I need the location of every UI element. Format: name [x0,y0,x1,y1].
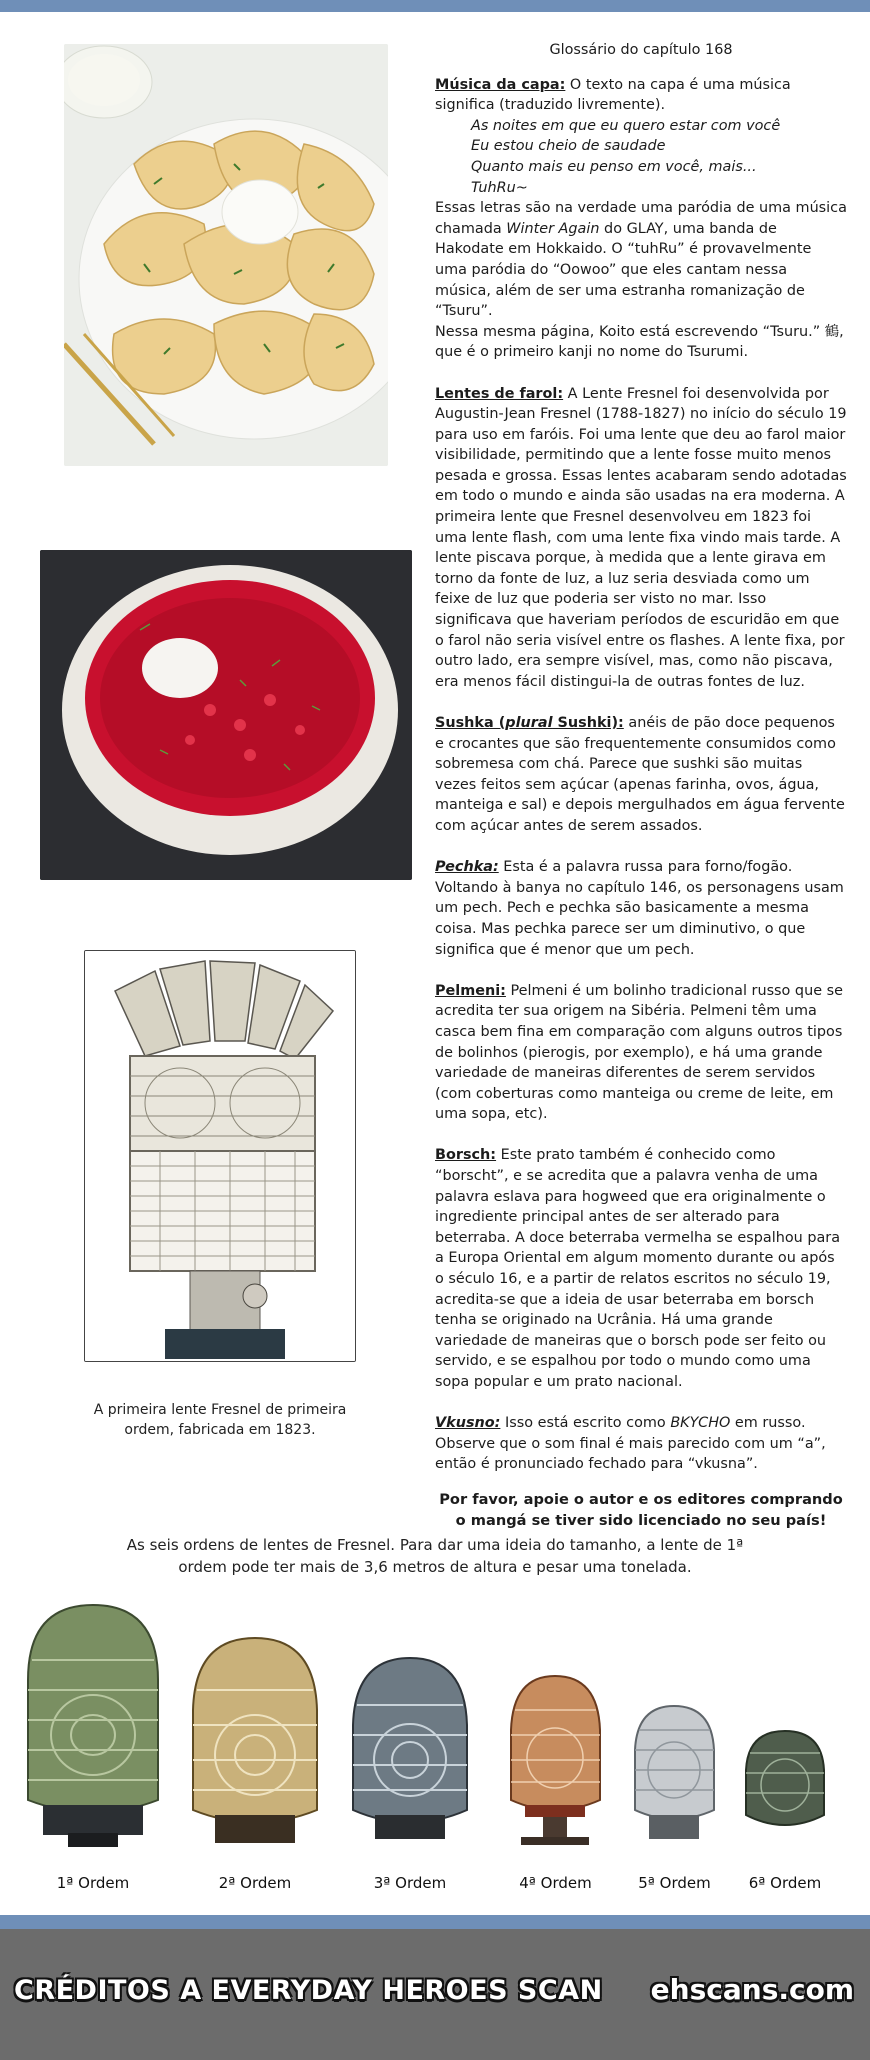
song-line: As noites em que eu quero estar com você [471,117,781,134]
pechka-body: Esta é a palavra russa para forno/fogão. Voltando à banya no capítulo 146, os personagens usam um pech. Pech e pechka são basicamente a mesma coisa. Mas pechka parece ser um diminutivo, o que significa que é menor que um pech. [435,859,844,958]
pelmeni-body: Pelmeni é um bolinho tradicional russo que se acredita ter sua origem na Sibéria. Pelmeni têm uma casca bem fina em comparação com alguns outros tipos de bolinhos (pierogis, por exemplo), e há uma grande variedade de maneiras diferentes de serem servidos (com coberturas como manteiga ou creme de leite, em uma sopa, etc). [435,982,843,1123]
entry-lentes [435,384,847,693]
lens-order-2-label: 2ª Ordem [218,1874,292,1892]
musica-body-a: Essas letras são na verdade uma paródia de uma música chamada [435,200,847,237]
lens-order-2-image [185,1630,325,1850]
scan-credits: CRÉDITOS A EVERYDAY HEROES SCAN [14,1975,603,2006]
lens-order-6 [740,1725,830,1892]
vkusno-body-b: em russo. Observe que o som final é mais parecido com um “a”, então é pronunciado fechado para “vkusna”. [435,1415,826,1473]
lens-order-3 [345,1650,475,1892]
glossary-title: Glossário do capítulo 168 [549,42,733,58]
lens-order-1 [18,1600,168,1892]
term-pechka [435,859,499,875]
term-sushka-a: Sushka ( [435,715,506,731]
lens-order-4-image [503,1670,608,1850]
lens-order-2 [185,1630,325,1892]
song-line: TuhRu~ [471,179,528,196]
entry-sushka [435,713,847,837]
term-vkusno [435,1415,500,1431]
term-lentes: Lentes de farol: [435,385,564,402]
entry-musica [435,75,847,363]
lens-order-4 [503,1670,608,1892]
lens-order-5-label: 5ª Ordem [638,1874,711,1892]
lens-order-4-label: 4ª Ordem [519,1874,592,1892]
lens-order-3-label: 3ª Ordem [373,1874,447,1892]
scan-site-link[interactable]: ehscans.com [650,1973,854,2006]
entry-vkusno [435,1413,847,1475]
term-sushka-b: Sushki): [552,715,624,731]
song-title: Winter Again [506,220,600,237]
lens-orders-description: As seis ordens de lentes de Fresnel. Para dar uma ideia do tamanho, a lente de 1ª ordem pode ter mais de 3,6 metros de altura e pesar uma tonelada. [126,1536,744,1576]
fresnel-lens-photo [84,950,356,1362]
lens-order-5 [627,1700,722,1892]
footer-accent-band [0,1915,870,1929]
lens-caption: A primeira lente Fresnel de primeira ordem, fabricada em 1823. [93,1402,347,1438]
vkusno-cyrillic: BKYCHO [670,1415,731,1432]
pelmeni-photo [64,44,388,466]
musica-body [435,198,847,322]
entry-pelmeni [435,981,847,1125]
sushka-body: anéis de pão doce pequenos e crocantes que são frequentemente consumidos como sobremesa com chá. Parece que sushki são muitas vezes feitos sem açúcar (apenas farinha, ovos, água, manteiga e sal) e depois mergulhados em água fervente com açúcar antes de serem assados. [435,715,845,834]
borsch-photo [40,550,412,880]
musica-intro: O texto na capa é uma música significa (traduzido livremente). [435,76,791,114]
entry-pechka [435,857,847,960]
glossary-text [435,40,847,1531]
entry-borsch [435,1145,847,1392]
support-message: Por favor, apoie o autor e os editores comprando o mangá se tiver sido licenciado no seu país! [439,1490,843,1529]
lens-order-3-image [345,1650,475,1850]
term-vkusno-label: Vkusno: [435,1415,501,1432]
song-line: Quanto mais eu penso em você, mais... [471,158,757,175]
term-pelmeni: Pelmeni: [435,982,506,999]
lens-order-1-image [18,1600,168,1850]
lens-order-5-image [627,1700,722,1850]
musica-body-c: Nessa mesma página, Koito está escrevendo “Tsuru.” 鶴, que é o primeiro kanji no nome do Tsurumi. [435,323,844,361]
term-sushka [435,715,624,731]
lens-orders-row [0,1592,870,1892]
lentes-body: A Lente Fresnel foi desenvolvida por Augustin-Jean Fresnel (1788-1827) no início do século 19 para uso em faróis. Foi uma lente que deu ao farol maior visibilidade, permitindo que a lente fosse muito menos pesada e grossa. Essas lentes acabaram sendo adotadas em todo o mundo e ainda são usadas na era moderna. A primeira lente que Fresnel desenvolveu em 1823 foi uma lente flash, com uma lente fixa vindo mais tarde. A lente piscava porque, à medida que a lente girava em torno da fonte de luz, a luz seria desviada como um feixe de luz que poderia ser visto no mar. Isso significava que haveriam períodos de escuridão em que o farol não seria visível entre os flashes. A lente fixa, por outro lado, era sempre visível, mas, como não piscava, era menos fácil distingui-la de outras fontes de luz. [435,385,847,690]
vkusno-body-a: Isso está escrito como [500,1415,671,1432]
term-pechka-label: Pechka: [435,859,499,876]
lens-order-6-image [740,1725,830,1850]
lens-order-1-label: 1ª Ordem [56,1874,130,1892]
term-sushka-plural: plural [505,715,553,731]
term-musica: Música da capa: [435,76,566,93]
term-borsch: Borsch: [435,1147,497,1164]
song-line: Eu estou cheio de saudade [471,138,666,155]
top-accent-band [0,0,870,12]
glossary-page [0,12,870,1915]
borsch-body: Este prato também é conhecido como “borscht”, e se acredita que a palavra venha de uma palavra eslava para hogweed que era originalmente o ingrediente principal antes de ser alterado para beterraba. A doce beterraba vermelha se espalhou para a Europa Oriental em algum momento durante ou após o século 16, e a partir de relatos escritos no século 19, acredita-se que a ideia de usar beterraba em borsch tenha se originado na Ucrânia. Há uma grande variedade de maneiras que o borsch pode ser feito ou servido, e se espalhou por todo o mundo como uma sopa popular e um prato nacional. [435,1147,841,1390]
credits-footer [0,1915,870,2060]
lens-order-6-label: 6ª Ordem [748,1874,822,1892]
musica-body-b: do GLAY, uma banda de Hakodate em Hokkaido. O “tuhRu” é provavelmente uma paródia do “Oowoo” que eles cantam nessa música, além de ser uma estranha romanização de “Tsuru”. [435,220,812,320]
